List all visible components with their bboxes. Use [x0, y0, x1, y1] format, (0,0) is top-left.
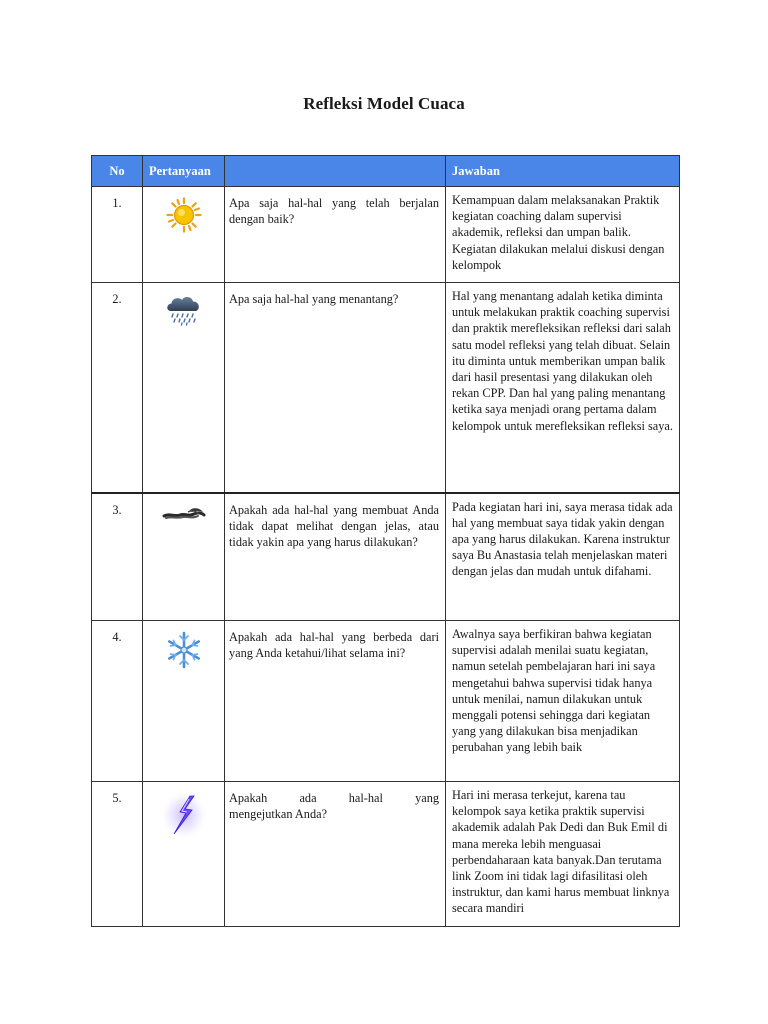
rain-cloud-icon: [164, 293, 204, 331]
sun-icon: [166, 197, 202, 237]
answer-cell: Awalnya saya berfikiran bahwa kegiatan supervisi adalah menilai suatu kegiatan, namun setelah pembelajaran hari ini saya mengetahui bahwa supervisi tidak hanya untuk menilai, namun dilakukan untuk menggali potensi sehingga dari kegiatan yang yang dilakukan bisa menjadikan perubahan yang lebih baik: [446, 621, 680, 782]
icon-cell: [143, 493, 225, 621]
question-cell: [225, 621, 446, 782]
document-title: Refleksi Model Cuaca: [303, 94, 465, 113]
question-text-line-2: mengejutkan Anda?: [229, 807, 328, 822]
header-question: Pertanyaan: [143, 156, 225, 187]
question-text-line-1: Apakah ada hal-hal yang: [229, 791, 439, 805]
answer-cell: Kemampuan dalam melaksanakan Praktik kegiatan coaching dalam supervisi akademik, refleksi dan umpan balik. Kegiatan dilakukan melalui diskusi dengan kelompok: [446, 187, 680, 283]
icon-cell: [143, 621, 225, 782]
row-number: 4.: [92, 621, 143, 782]
answer-cell: Pada kegiatan hari ini, saya merasa tidak ada hal yang membuat saya tidak yakin dengan apa yang harus dilakukan. Karena instruktur saya Bu Anastasia telah menjelaskan materi dengan jelas dan mudah untuk difahami.: [446, 493, 680, 621]
table-row: [92, 493, 680, 621]
question-text: Apakah ada hal-hal yang membuat Anda tidak dapat melihat dengan jelas, atau tidak yakin apa yang harus dilakukan?: [229, 502, 439, 549]
question-cell: [225, 782, 446, 927]
icon-cell: [143, 283, 225, 493]
header-answer: Jawaban: [446, 156, 680, 187]
header-question-spacer: [225, 156, 446, 187]
table-row: [92, 187, 680, 283]
icon-cell: [143, 782, 225, 927]
table-row: [92, 283, 680, 493]
snowflake-icon: [165, 631, 203, 673]
answer-cell: Hal yang menantang adalah ketika diminta untuk melakukan praktik coaching supervisi dan praktik merefleksikan refleksi dari salah satu model refleksi yang telah dibuat. Selain itu diminta untuk memberikan umpan balik dari hasil presentasi yang dilakukan oleh rekan CPP. Dan hal yang paling menantang ketika saya menjadi orang pertama dalam kelompok untuk merefleksikan refleksi saya.: [446, 283, 680, 493]
lightning-icon: [162, 792, 206, 842]
table-row: [92, 621, 680, 782]
row-number: 5.: [92, 782, 143, 927]
question-text: Apa saja hal-hal yang menantang?: [229, 292, 399, 306]
question-cell: [225, 187, 446, 283]
icon-cell: [143, 187, 225, 283]
question-cell: [225, 493, 446, 621]
question-text: Apa saja hal-hal yang telah berjalan dengan baik?: [229, 196, 439, 227]
reflection-table: [91, 155, 680, 927]
question-cell: [225, 283, 446, 493]
fog-icon: [162, 504, 206, 528]
row-number: 3.: [92, 493, 143, 621]
row-number: 2.: [92, 283, 143, 493]
header-no: No: [92, 156, 143, 187]
question-text: Apakah ada hal-hal yang berbeda dari yang Anda ketahui/lihat selama ini?: [229, 630, 439, 661]
answer-cell: Hari ini merasa terkejut, karena tau kelompok saya ketika praktik supervisi akademik adalah Pak Dedi dan Buk Emil di mana mereka lebih menguasai perbendaharaan kata banyak.Dan terutama link Zoom ini tidak lagi difasilitasi oleh instruktur, dan kami harus membuat linknya secara mandiri: [446, 782, 680, 927]
table-header-row: [92, 156, 680, 187]
table-row: [92, 782, 680, 927]
row-number: 1.: [92, 187, 143, 283]
